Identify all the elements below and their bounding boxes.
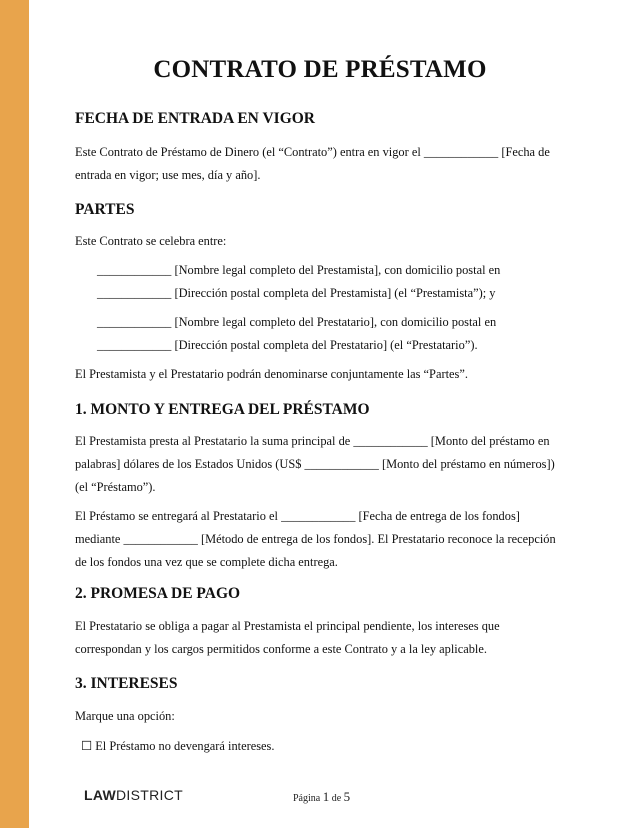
heading-promesa: 2. PROMESA DE PAGO	[75, 585, 241, 602]
heading-partes: PARTES	[75, 201, 135, 218]
borrower-line-2: ____________ [Dirección postal completa del Prestatario] (el “Prestatario”).	[97, 338, 478, 352]
intereses-intro: Marque una opción:	[75, 709, 175, 723]
partes-intro: Este Contrato se celebra entre:	[75, 234, 227, 248]
side-accent-bar	[0, 0, 29, 828]
page-number: 1	[322, 789, 330, 804]
monto-p1-line-1: El Prestamista presta al Prestatario la suma principal de ____________ [Monto del préstamo en	[75, 434, 550, 448]
heading-fecha: FECHA DE ENTRADA EN VIGOR	[75, 110, 316, 127]
page-total: 5	[343, 789, 351, 804]
heading-monto: 1. MONTO Y ENTREGA DEL PRÉSTAMO	[75, 401, 370, 418]
document-title: CONTRATO DE PRÉSTAMO	[153, 56, 487, 83]
fecha-line-2: entrada en vigor; use mes, día y año].	[75, 168, 261, 182]
logo-district: DISTRICT	[116, 787, 183, 803]
monto-p1-line-2: palabras] dólares de los Estados Unidos (US$ ____________ [Monto del préstamo en números])	[75, 457, 555, 471]
promesa-line-1: El Prestatario se obliga a pagar al Prestamista el principal pendiente, los intereses que	[75, 619, 500, 633]
page-indicator	[293, 789, 350, 805]
partes-closing: El Prestamista y el Prestatario podrán denominarse conjuntamente las “Partes”.	[75, 367, 468, 381]
promesa-line-2: correspondan y los cargos permitidos conforme a este Contrato y a la ley aplicable.	[75, 642, 487, 656]
monto-p2-line-1: El Préstamo se entregará al Prestatario el ____________ [Fecha de entrega de los fondos]	[75, 509, 520, 523]
heading-intereses: 3. INTERESES	[75, 675, 178, 692]
monto-p2-line-3: de los fondos una vez que se complete dicha entrega.	[75, 555, 338, 569]
lender-line-1: ____________ [Nombre legal completo del Prestamista], con domicilio postal en	[97, 263, 501, 277]
monto-p2-line-2: mediante ____________ [Método de entrega de los fondos]. El Prestatario reconoce la recepción	[75, 532, 556, 546]
lender-line-2: ____________ [Dirección postal completa del Prestamista] (el “Prestamista”); y	[97, 286, 496, 300]
lawdistrict-logo	[84, 787, 183, 803]
logo-law: LAW	[84, 787, 117, 803]
borrower-line-1: ____________ [Nombre legal completo del Prestatario], con domicilio postal en	[97, 315, 497, 329]
monto-p1-line-3: (el “Préstamo”).	[75, 480, 156, 494]
page-label: Página	[293, 793, 321, 804]
checkbox-no-interest[interactable]: ☐ El Préstamo no devengará intereses.	[81, 739, 275, 753]
page-of: de	[331, 793, 342, 804]
fecha-line-1: Este Contrato de Préstamo de Dinero (el “Contrato”) entra en vigor el ____________ [Fecha de	[75, 145, 550, 159]
